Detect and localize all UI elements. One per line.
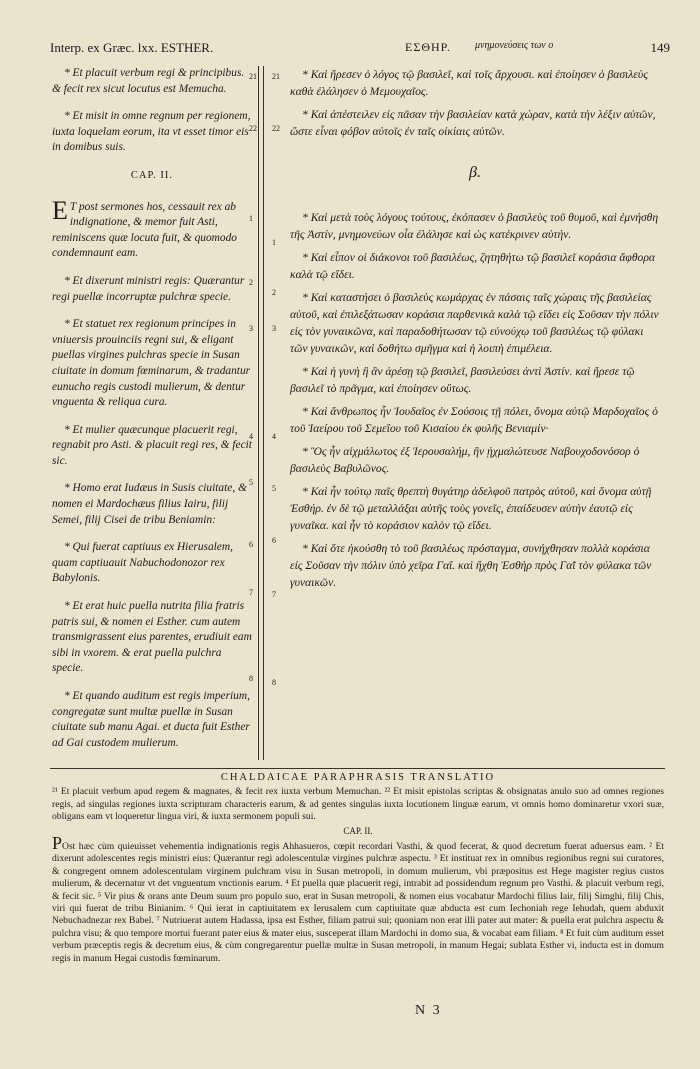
greek-verse: * Καὶ ἀπέστειλεν εἰς πᾶσαν τὴν βασιλείαν κατὰ χώραν, κατὰ τὴν λέξιν αὐτῶν, ὥστε εἶναι φόβον αὐτοῖς ἐν ταῖς οἰκίαις αὐτῶν. (290, 108, 656, 138)
verse-number: 4 (249, 432, 253, 441)
drop-cap: E (52, 195, 68, 225)
greek-verse: * Καὶ ἦν τούτῳ παῖς θρεπτὴ θυγάτηρ ἀδελφοῦ πατρὸς αὐτοῦ, καὶ ὄνομα αὐτῇ Ἐσθήρ. ἐν δὲ τῷ μεταλλάξαι αὐτῆς τοὺς γονεῖς, ἐπαίδευσεν αὐτὴν ἑαυτῷ εἰς γυναῖκα. καὶ ἦν τὸ κοράσιον καλὸν τῷ εἴδει. (290, 485, 652, 532)
section-rule (50, 768, 665, 769)
verse-number: 3 (272, 324, 276, 333)
verse-number: 8 (272, 678, 276, 687)
chapter-heading: CAP. II. (130, 169, 174, 181)
verse-number: 6 (249, 540, 253, 549)
verse-number: 5 (272, 484, 276, 493)
verse-number: 22 (249, 124, 257, 133)
latin-verse: * Et mulier quæcunque placuerit regi, regnabit pro Asti. & placuit regi res, & fecit sic. (52, 423, 252, 467)
verse-number: 1 (272, 238, 276, 247)
drop-cap: P (52, 833, 63, 854)
header-greek-title: ΕΣΘΗΡ. (405, 40, 452, 54)
latin-verse: E T post sermones hos, cessauit rex ab indignatione, & memor fuit Asti, reminiscens quæ locuta fuit, & quomodo condemnaunt eam. (52, 195, 237, 260)
verse-number: 3 (249, 324, 253, 333)
verse-number: 1 (249, 214, 253, 223)
greek-verse: * Καὶ ἡ γυνὴ ἣ ἂν ἀρέσῃ τῷ βασιλεῖ, βασιλεύσει ἀντὶ Ἀστίν. καὶ ἤρεσε τῷ βασιλεῖ τὸ πρᾶγμα, καὶ ἐποίησεν οὕτως. (290, 365, 635, 395)
verse-number: 7 (249, 588, 253, 597)
chaldaic-paragraph: ²¹ Et placuit verbum apud regem & magnates, & fecit rex iuxta verbum Memuchan. ²² Et misit epistolas scriptas & obsignatas anulo suo ad omnes regiones regis, ad singulas regiones iuxta scripturam characteris earum, & ad gentes singulas iuxta locutionem linguæ earum, vt omnis homo dominaretur vxori suæ, obligans eam vt loqueretur lingua viri, & iuxta sermonem populi sui. (52, 786, 664, 823)
latin-verse: * Et quando auditum est regis imperium, congregatæ sunt multæ puellæ in Susan ciuitate sub manu Agai. et ducta fuit Esther ad Gai custodem mulierum. (52, 690, 250, 749)
latin-verse: * Et statuet rex regionum principes in vniuersis prouinciis regni sui, & eligant puellas virgines pulchras specie in Susan ciuitate in domum fœminarum, & tradantur eunucho regis custodi mulierum, & dentur vnguenta & reliqua cura. (52, 318, 251, 409)
greek-verse: * Καὶ ἤρεσεν ὁ λόγος τῷ βασιλεῖ, καὶ τοῖς ἄρχουσι. καὶ ἐποίησεν ὁ βασιλεὺς καθὰ ἐλάλησεν ὁ Μεμουχαῖος. (290, 68, 648, 98)
running-header (50, 40, 670, 58)
greek-chapter-mark: β. (469, 164, 481, 181)
greek-verse: * Καὶ καταστήσει ὁ βασιλεὺς κωμάρχας ἐν πάσαις ταῖς χώραις τῆς βασιλείας αὐτοῦ, καὶ ἐπιλεξάτωσαν κοράσια παρθενικὰ καλὰ τῷ εἴδει εἰς Σοῦσαν τὴν πόλιν εἰς τὸν γυναικῶνα, καὶ παραδοθήτωσαν τῷ εὐνούχῳ τοῦ βασιλέως τῷ φύλακι τῶν γυναικῶν, καὶ δοθήτω σμῆγμα καὶ ἡ λοιπὴ ἐπιμέλεια. (290, 291, 659, 355)
greek-column (290, 66, 660, 597)
latin-column (52, 66, 252, 763)
latin-verse: * Et placuit verbum regi & principibus. & fecit rex sicut locutus est Memucha. (52, 67, 245, 95)
column-rule-right (263, 66, 264, 760)
verse-number: 5 (249, 478, 253, 487)
latin-verse: * Et dixerunt ministri regis: Quærantur regi puellæ incorruptæ pulchræ specie. (52, 274, 245, 303)
greek-verse: * Καὶ ὅτε ἠκούσθη τὸ τοῦ βασιλέως πρόσταγμα, συνήχθησαν πολλὰ κοράσια εἰς Σοῦσαν τὴν πόλιν ὑπὸ χεῖρα Γαΐ. καὶ ἤχθη Ἐσθὴρ πρὸς Γαῒ τὸν φύλακα τῶν γυναικῶν. (290, 542, 652, 589)
latin-verse: * Et misit in omne regnum per regionem, iuxta loquelam eorum, ita vt esset timor eis in domibus suis. (52, 110, 251, 154)
verse-number: 21 (272, 72, 280, 81)
chaldaic-chapter-heading: CAP. II. (343, 825, 373, 836)
verse-number: 2 (272, 288, 276, 297)
signature-mark: N 3 (415, 1003, 442, 1018)
verse-number: 4 (272, 432, 276, 441)
greek-verse: * Καὶ μετὰ τοὺς λόγους τούτους, ἐκόπασεν ὁ βασιλεὺς τοῦ θυμοῦ, καὶ ἐμνήσθη τῆς Ἀστίν, μνημονεύων οἷα ἐλάλησε καὶ ὡς κατέκρινεν αὐτήν. (290, 211, 659, 241)
greek-verse: * Ὃς ἦν αἰχμάλωτος ἐξ Ἱερουσαλήμ, ἣν ᾐχμαλώτευσε Ναβουχοδονόσορ ὁ βασιλεὺς Βαβυλῶνος. (290, 445, 640, 475)
header-left: Interp. ex Græc. lxx. ESTHER. (50, 40, 214, 55)
verse-number: 22 (272, 124, 280, 133)
verse-number: 7 (272, 590, 276, 599)
latin-verse: * Homo erat Iudæus in Susis ciuitate, & nomen ei Mardochæus filius Iairu, filij Semei, filij Cisei de tribu Beniamin: (52, 482, 247, 526)
greek-verse: * Καὶ εἶπον οἱ διάκονοι τοῦ βασιλέως, ζητηθήτω τῷ βασιλεῖ κοράσια ἄφθορα καλὰ τῷ εἴδει. (290, 251, 655, 281)
verse-number: 6 (272, 536, 276, 545)
verse-number: 2 (249, 278, 253, 287)
page-number: 149 (650, 40, 670, 55)
latin-verse: * Et erat huic puella nutrita filia fratris patris sui, & nomen ei Esther. cum autem transmigrassent eius parentes, erudiuit eam sibi in vxorem. & erat puella pulchra specie. (52, 600, 252, 675)
chaldaic-title: CHALDAICAE PARAPHRASIS TRANSLATIO (220, 772, 496, 783)
header-catchword: μνημονεύσεις των ο (475, 40, 554, 51)
chaldaic-paraphrase (52, 772, 664, 965)
column-rule-left (258, 66, 259, 760)
greek-verse: * Καὶ ἄνθρωπος ἦν Ἰουδαῖος ἐν Σούσοις τῇ πόλει, ὄνομα αὐτῷ Μαρδοχαῖος ὁ τοῦ Ἰαείρου τοῦ Σεμεΐου τοῦ Κισαίου ἐκ φυλῆς Βενιαμίν· (290, 405, 658, 435)
verse-number: 8 (249, 674, 253, 683)
latin-verse: * Qui fuerat captiuus ex Hierusalem, quam captiuauit Nabuchodonozor rex Babylonis. (52, 541, 233, 585)
chaldaic-paragraph: POst hæc cùm quieuisset vehementia indignationis regis Ahhasueros, cœpit recordari Vasthi, & quod fecerat, & quod decretum fuerat aduersus eam. ² Et dixerunt adolescentes regis ministri eius: Quærantur regi adolescentulæ virgines pulchræ aspectu. ³ Et instituat rex in omnibus regionibus regni sui curatores, & congregent omnem adolescentulam virginem pulchram visu in Susan metropoli, in domum mulierum, vbi præpositus est Hege magister regius custos mulierum, & decernatur vt det vnguentum vnctionis earum. ⁴ Et puella quæ placuerit regi, intrabit ad possidendum regnum pro Vasthi. & placuit verbum regi, & fecit sic. ⁵ Vir pius & orans ante Deum suum pro populo suo, erat in Susan metropoli, & nomen eius vocabatur Mardochi filius Iair, filij Simghi, filij Chis, viri qui fuerat de tribu Binianim. ⁶ Qui ierat in captiuitatem ex Ierusalem cum captiuitate quæ abducta est cum Iechoniah rege Iehudah, quem abduxit Nebuchadnezar rex Babel. ⁷ Nutriuerat autem Hadassa, ipsa est Esther, filiam patrui sui; quoniam non erat illi pater aut mater: & puella erat pulchra aspectu & pulchra visu; & quo tempore mortui fuerant pater eius & mater eius, susceperat illam Mardochi in domo sua, & vocabat eam filiam. ⁸ Et fuit cùm auditum esset verbum præceptis regis & decretum eius, & cùm congregarentur puellæ multæ in Susan metropoli, in manum Hegai; sublata Esther vi, inducta est in domum regis in manum Hegai custodis fœminarum. (52, 833, 664, 964)
verse-number: 21 (249, 72, 257, 81)
